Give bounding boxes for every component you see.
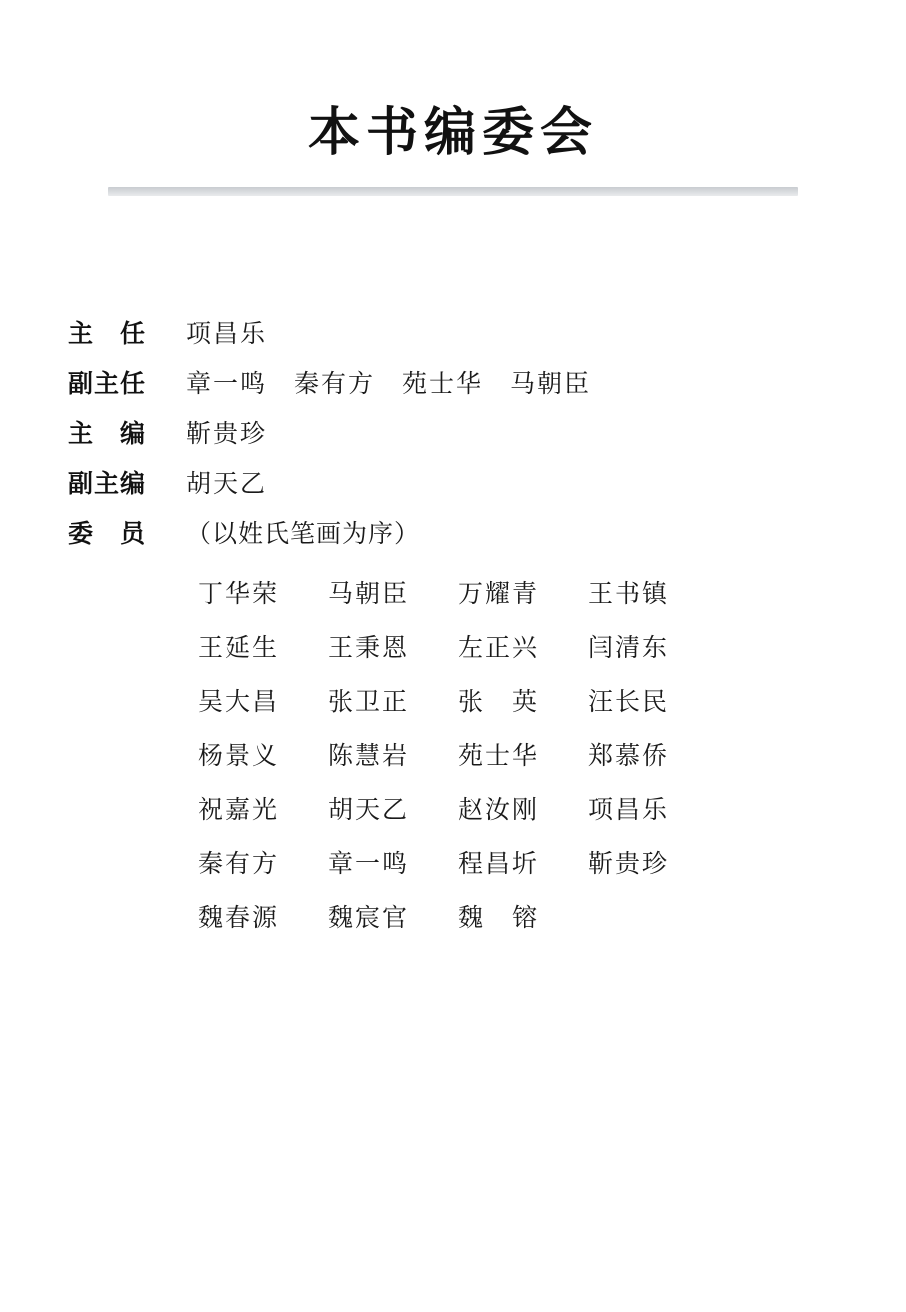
member-name: 胡天乙 [328,795,410,825]
role-names-deputy-director: 章一鸣 秦有方 苑士华 马朝臣 [186,369,592,399]
member-name: 闫清东 [588,633,670,663]
member-row [198,682,906,718]
roster-row [68,464,906,500]
member-name: 项昌乐 [588,795,670,825]
role-names-chief-editor: 靳贵珍 [186,419,268,449]
member-row [198,736,906,772]
member-name: 苑士华 [458,741,540,771]
members-grid [0,574,906,934]
member-name: 左正兴 [458,633,540,663]
roster-row [68,414,906,450]
roster-row [68,314,906,350]
member-name: 郑慕侨 [588,741,670,771]
member-row [198,844,906,880]
member-name: 王书镇 [588,579,670,609]
member-name: 陈慧岩 [328,741,410,771]
member-name: 张卫正 [328,687,410,717]
member-name: 赵汝刚 [458,795,540,825]
member-row [198,628,906,664]
role-names-director: 项昌乐 [186,319,268,349]
member-name: 杨景义 [198,741,280,771]
role-label-deputy-editor: 副主编 [68,469,147,499]
member-name: 吴大昌 [198,687,280,717]
member-name: 张 英 [458,687,540,717]
member-name: 王延生 [198,633,280,663]
member-name: 丁华荣 [198,579,280,609]
member-name: 秦有方 [198,849,280,879]
member-name: 王秉恩 [328,633,410,663]
title-block [0,104,906,196]
member-name: 祝嘉光 [198,795,280,825]
member-row [198,898,906,934]
page-title: 本书编委会 [307,102,598,163]
roster-row [68,514,906,550]
role-label-director: 主 任 [68,319,147,349]
role-label-members: 委 员 [68,519,147,549]
members-order-note: （以姓氏笔画为序） [186,519,421,549]
member-name: 章一鸣 [328,849,410,879]
member-row [198,790,906,826]
role-names-deputy-editor: 胡天乙 [186,469,268,499]
member-name: 汪长民 [588,687,670,717]
member-name: 马朝臣 [328,579,410,609]
member-name: 魏 镕 [458,903,540,933]
title-divider [108,187,798,196]
member-name: 程昌圻 [458,849,540,879]
member-name: 魏宸官 [328,903,410,933]
member-name: 靳贵珍 [588,849,670,879]
roster-list [0,314,906,550]
member-name [588,898,718,934]
member-name: 魏春源 [198,903,280,933]
member-name: 万耀青 [458,579,540,609]
page [0,104,906,1312]
role-label-chief-editor: 主 编 [68,419,147,449]
role-label-deputy-director: 副主任 [68,369,147,399]
roster-row [68,364,906,400]
member-row [198,574,906,610]
